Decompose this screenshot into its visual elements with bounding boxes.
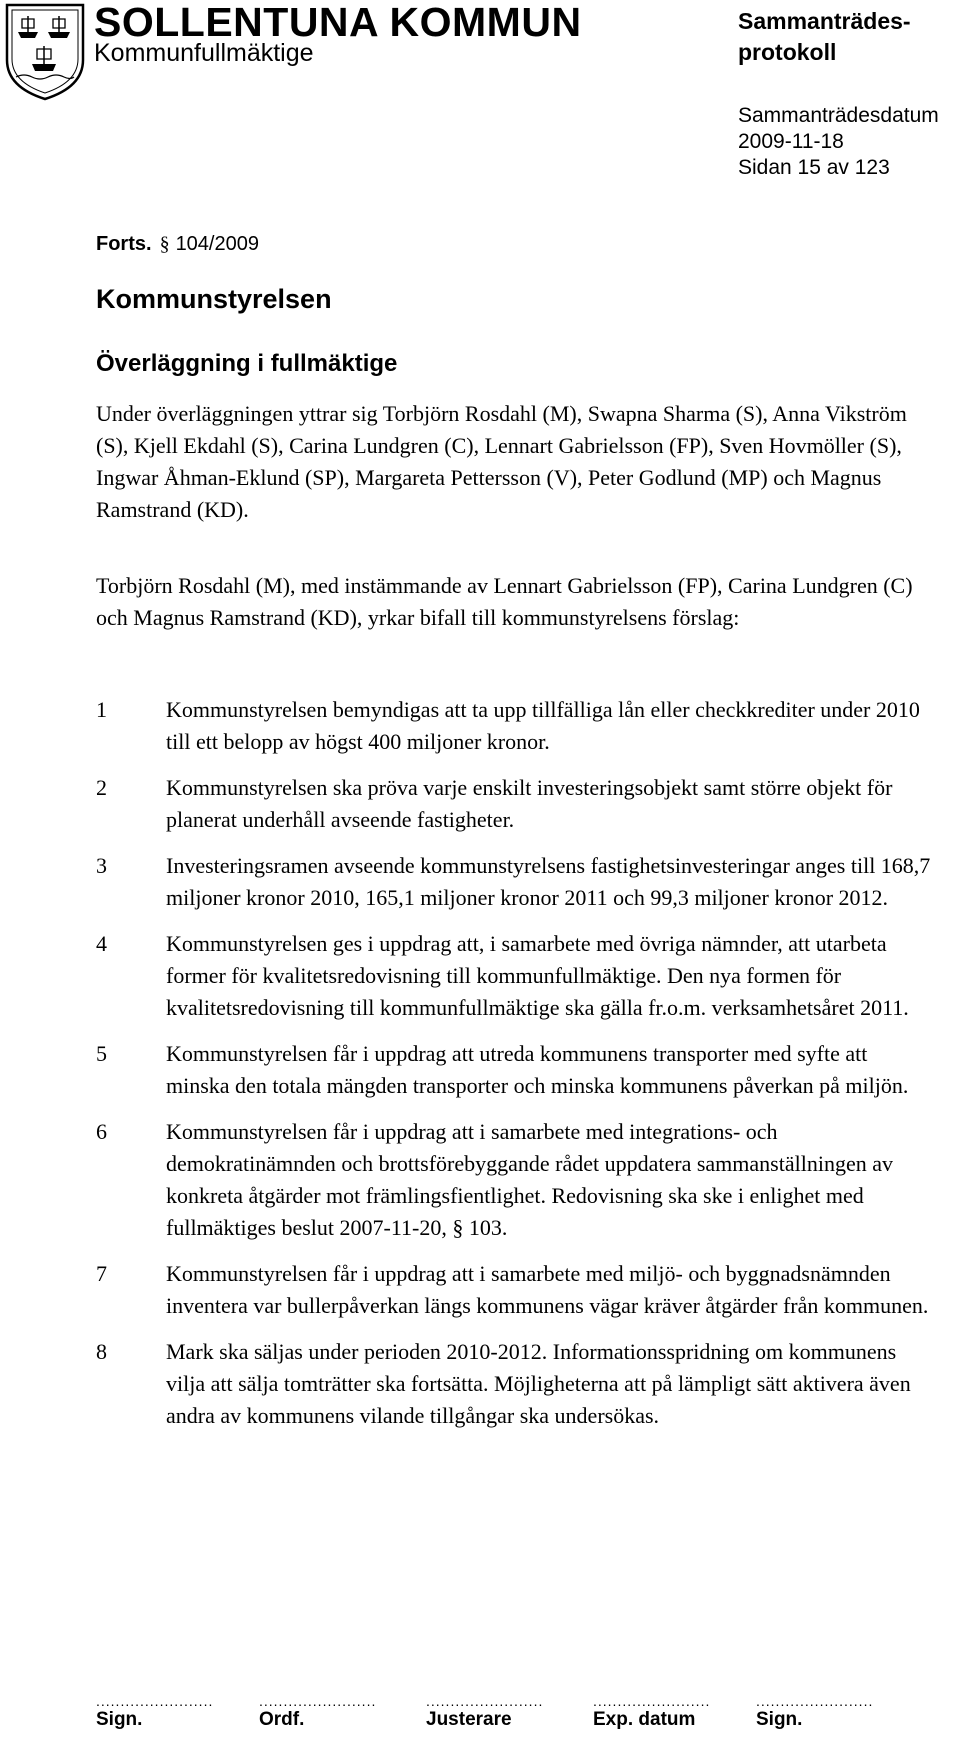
document-type-line1: Sammanträdes- [738,8,911,34]
list-item [96,1258,936,1322]
item-text: Kommunstyrelsen bemyndigas att ta upp tillfälliga lån eller checkkrediter under 2010 till ett belopp av högst 400 miljoner kronor. [166,697,920,754]
paragraph-speakers: Under överläggningen yttrar sig Torbjörn Rosdahl (M), Swapna Sharma (S), Anna Vikström (S), Kjell Ekdahl (S), Carina Lundgren (C), Lennart Gabrielsson (FP), Sven Hovmöller (S), Ingwar Åhman-Eklund (SP), Margareta Pettersson (V), Peter Godlund (MP) och Magnus Ramstrand (KD). [96,401,907,522]
paragraph-proposal: Torbjörn Rosdahl (M), med instämmande av Lennart Gabrielsson (FP), Carina Lundgren (C) och Magnus Ramstrand (KD), yrkar bifall till kommunstyrelsens förslag: [96,573,913,630]
item-text: Kommunstyrelsen ska pröva varje enskilt investeringsobjekt samt större objekt för planerat underhåll avseende fastigheter. [166,775,893,832]
item-number: 6 [96,1119,107,1144]
list-item [96,1038,936,1102]
list-item [96,928,936,1024]
item-number: 5 [96,1041,107,1066]
document-type-line2: protokoll [738,39,837,65]
heading-overlaggning: Överläggning i fullmäktige [96,350,398,377]
org-department: Kommunfullmäktige [94,39,314,67]
meeting-date-label: Sammanträdesdatum [738,104,939,127]
item-number: 4 [96,931,107,956]
decision-list [96,694,936,1446]
signature-row [96,1694,936,1734]
page-info: Sidan 15 av 123 [738,156,890,179]
meeting-date-value: 2009-11-18 [738,130,844,153]
item-number: 1 [96,697,107,722]
document-type [738,6,911,68]
section-symbol: § [159,233,170,255]
item-text: Investeringsramen avseende kommunstyrelsens fastighetsinvesteringar anges till 168,7 miljoner kronor 2010, 165,1 miljoner kronor 2011 och 99,3 miljoner kronor 2012. [166,853,931,910]
item-number: 2 [96,775,107,800]
list-item [96,1116,936,1244]
signature-dots: ........................ [426,1693,544,1709]
ship-crest-icon [4,2,86,102]
list-item [96,694,936,758]
item-number: 3 [96,853,107,878]
item-text: Kommunstyrelsen får i uppdrag att i samarbete med integrations- och demokratinämnden och brottsförebyggande rådet uppdatera sammanställningen av konkreta åtgärder mot främlingsfientlighet. Redovisning ska ske i enlighet med fullmäktiges beslut 2007-11-20, § 103. [166,1119,893,1240]
item-number: 7 [96,1261,107,1286]
signature-label: Sign. [756,1709,803,1730]
list-item [96,772,936,836]
item-text: Mark ska säljas under perioden 2010-2012. Informationsspridning om kommunens vilja att sälja tomträtter ska fortsätta. Möjligheterna att på lämpligt sätt aktivera även andra av kommunens vilande tillgångar ska undersökas. [166,1339,911,1428]
signature-field-sign-2 [756,1694,886,1732]
section-number: 104/2009 [175,233,259,255]
signature-field-sign-1 [96,1694,226,1732]
signature-dots: ........................ [756,1693,874,1709]
signature-field-ordf [259,1694,389,1732]
signature-field-justerare [426,1694,556,1732]
list-item [96,1336,936,1432]
heading-kommunstyrelsen: Kommunstyrelsen [96,284,332,314]
signature-label: Justerare [426,1709,512,1730]
org-name: SOLLENTUNA KOMMUN [94,0,582,45]
meeting-date-block [738,103,939,181]
signature-dots: ........................ [96,1693,214,1709]
signature-dots: ........................ [259,1693,377,1709]
signature-label: Sign. [96,1709,143,1730]
signature-label: Exp. datum [593,1709,696,1730]
signature-label: Ordf. [259,1709,305,1730]
item-number: 8 [96,1339,107,1364]
continuation-label: Forts. [96,233,152,255]
item-text: Kommunstyrelsen ges i uppdrag att, i samarbete med övriga nämnder, att utarbeta former för kvalitetsredovisning till kommunfullmäktige. Den nya formen för kvalitetsredovisning till kommunfullmäktige ska gälla fr.o.m. verksamhetsåret 2011. [166,931,909,1020]
list-item [96,850,936,914]
signature-dots: ........................ [593,1693,711,1709]
signature-field-exp-datum [593,1694,723,1732]
item-text: Kommunstyrelsen får i uppdrag att utreda kommunens transporter med syfte att minska den totala mängden transporter och minska kommunens påverkan på miljön. [166,1041,909,1098]
section-continuation [96,233,259,256]
item-text: Kommunstyrelsen får i uppdrag att i samarbete med miljö- och byggnadsnämnden inventera var bullerpåverkan längs kommunens vägar kräver åtgärder från kommunen. [166,1261,929,1318]
